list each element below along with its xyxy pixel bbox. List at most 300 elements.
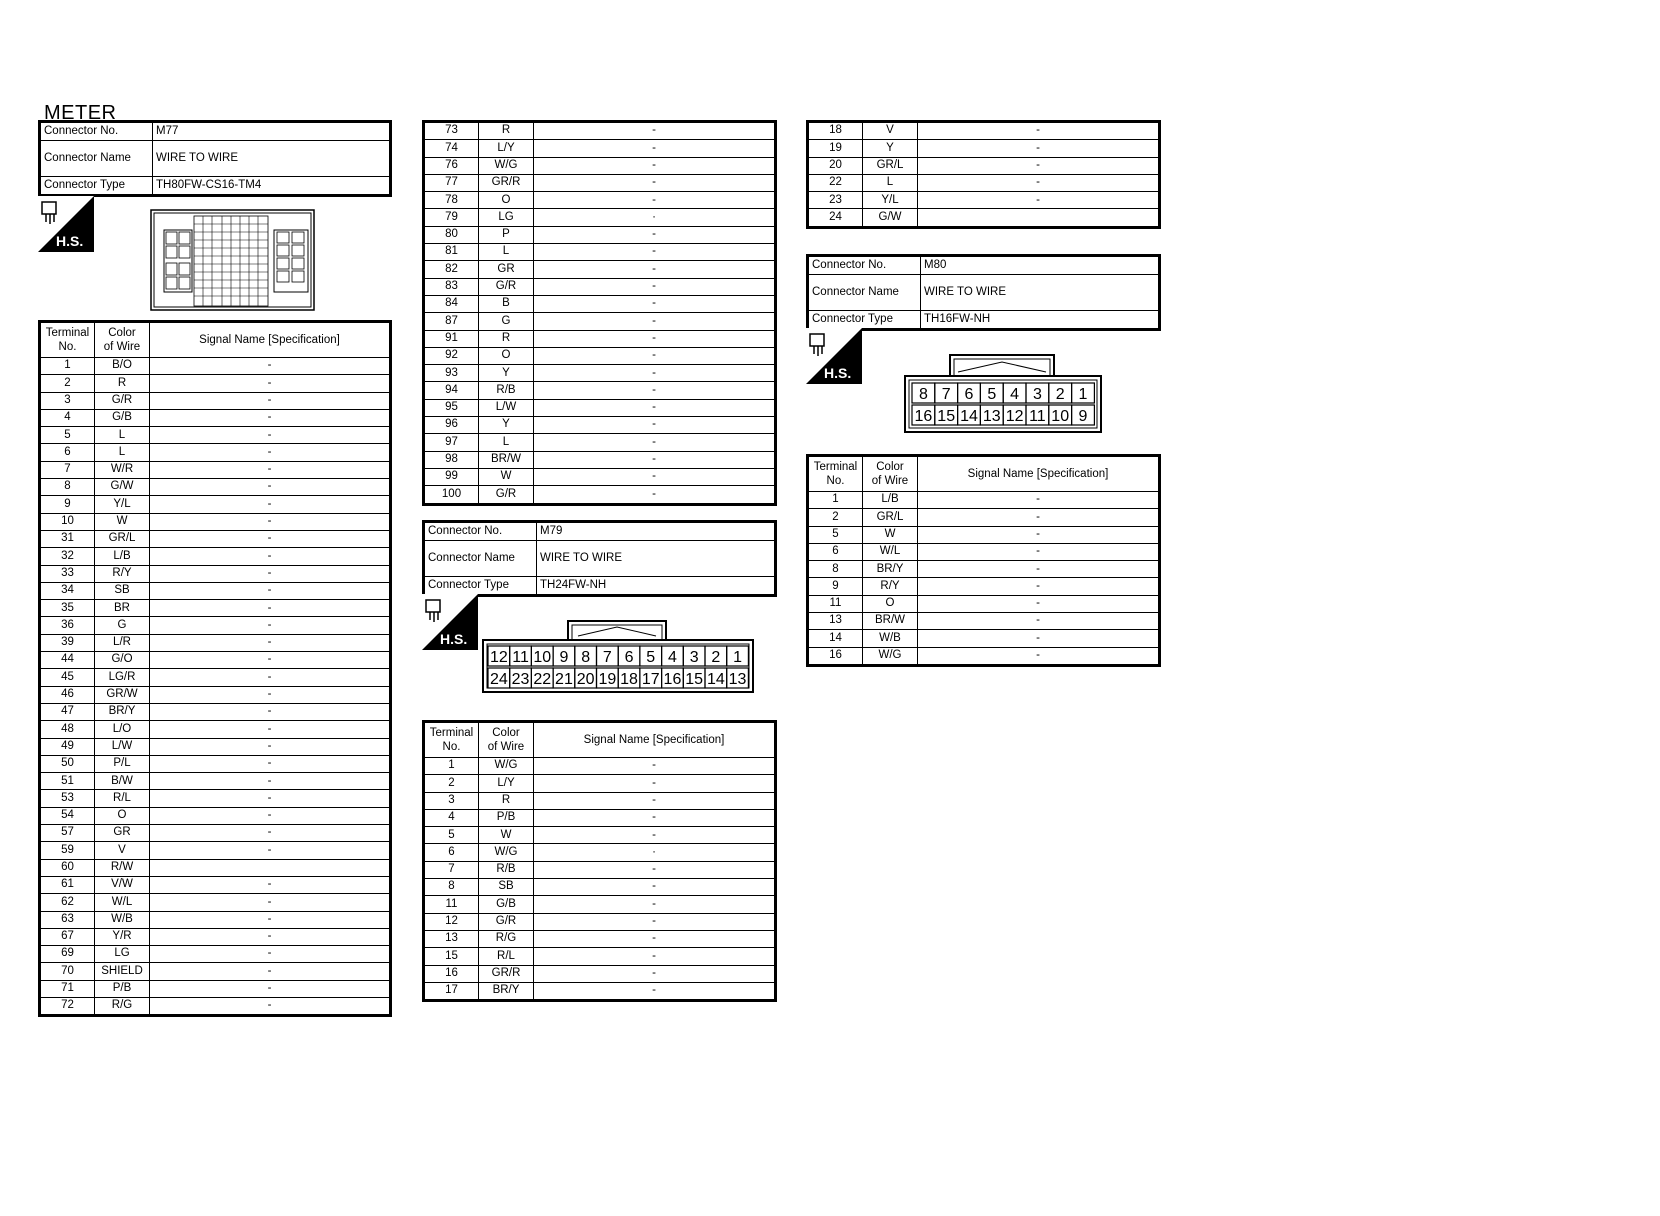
table-row [808,140,1160,157]
pin-number: 24 [489,671,508,688]
table-row [424,313,776,330]
hs-label: H.S. [440,631,468,647]
signal-cell: - [534,417,776,434]
signal-cell: - [534,775,776,792]
table-row [40,392,391,409]
table-row [40,565,391,582]
terminal-cell: 8 [424,879,479,896]
signal-cell: - [150,703,391,720]
signal-cell: - [150,738,391,755]
color-cell: L [95,444,150,461]
color-cell: R/B [479,861,534,878]
color-cell: G/R [95,392,150,409]
table-row [808,526,1160,543]
signal-cell: - [918,122,1160,140]
color-cell: B/W [95,773,150,790]
m77-connector-no: M77 [153,122,391,141]
table-row [40,928,391,945]
terminal-cell: 2 [40,375,95,392]
color-cell: B/O [95,358,150,375]
pin-number: 9 [1078,408,1088,425]
table-row [424,965,776,982]
table-row [424,347,776,364]
signal-cell: - [534,451,776,468]
terminal-cell: 12 [424,913,479,930]
table-row [424,896,776,913]
signal-cell: - [918,613,1160,630]
table-row [40,703,391,720]
signal-cell: - [918,157,1160,174]
table-row [424,365,776,382]
table-row [40,755,391,772]
m79-connector-type: TH24FW-NH [537,577,776,596]
table-row [40,997,391,1015]
header-terminal: Terminal No. [424,722,479,758]
table-row [424,468,776,485]
signal-cell: - [534,861,776,878]
connector-no-label: Connector No. [424,522,537,541]
signal-cell: - [918,561,1160,578]
signal-cell: - [150,721,391,738]
signal-cell: - [918,492,1160,509]
table-row [40,530,391,547]
table-row [40,686,391,703]
color-cell: R [479,122,534,140]
header-color: Color of Wire [863,456,918,492]
terminal-cell: 98 [424,451,479,468]
terminal-cell: 32 [40,548,95,565]
color-cell: Y [863,140,918,157]
table-row [40,375,391,392]
terminal-cell: 22 [808,174,863,191]
signal-cell: - [150,980,391,997]
terminal-cell: 33 [40,565,95,582]
signal-cell: - [918,543,1160,560]
terminal-cell: 99 [424,468,479,485]
table-row [424,930,776,947]
color-cell: R/G [479,930,534,947]
terminal-cell: 20 [808,157,863,174]
signal-cell: - [534,434,776,451]
header-terminal: Terminal No. [40,322,95,358]
pin-number: 3 [1032,386,1042,403]
m77-terminal-table-continued [422,120,777,506]
signal-cell: - [150,686,391,703]
table-row [424,792,776,809]
color-cell: R/W [95,859,150,876]
table-row [40,721,391,738]
m80-connector-info [806,254,1161,331]
terminal-cell: 97 [424,434,479,451]
terminal-cell: 76 [424,157,479,174]
table-row [424,399,776,416]
color-cell: SB [95,582,150,599]
m77-connector-face-diagram [150,208,316,312]
terminal-cell: 61 [40,876,95,893]
terminal-cell: 14 [808,630,863,647]
signal-cell: - [918,526,1160,543]
table-row [424,486,776,504]
signal-cell: - [150,825,391,842]
signal-cell [150,859,391,876]
terminal-cell: 8 [808,561,863,578]
color-cell: L/Y [479,140,534,157]
color-cell: Y/L [863,192,918,209]
color-cell: G [479,313,534,330]
signal-cell: - [534,792,776,809]
color-cell: GR/L [863,509,918,526]
color-cell: L/B [95,548,150,565]
terminal-cell: 39 [40,634,95,651]
header-signal: Signal Name [Specification] [918,456,1160,492]
signal-cell: - [150,565,391,582]
terminal-cell: 46 [40,686,95,703]
color-cell: L/B [863,492,918,509]
signal-cell: - [918,192,1160,209]
pin-number: 4 [1010,386,1020,403]
terminal-cell: 13 [808,613,863,630]
signal-cell: - [150,617,391,634]
m80-connector-face-diagram [902,352,1104,434]
table-row [424,295,776,312]
color-cell: L [479,434,534,451]
signal-cell: - [534,140,776,157]
pin-number: 16 [914,408,933,425]
table-row [40,652,391,669]
terminal-cell: 9 [808,578,863,595]
m79-connector-info [422,520,777,597]
color-cell: G/R [479,486,534,504]
signal-cell: - [150,634,391,651]
signal-cell: - [534,365,776,382]
table-row [808,595,1160,612]
terminal-cell: 1 [808,492,863,509]
signal-cell: - [534,347,776,364]
header-signal: Signal Name [Specification] [150,322,391,358]
pin-number: 7 [941,386,951,403]
signal-cell: - [534,827,776,844]
table-row [424,244,776,261]
pin-number: 1 [1078,386,1088,403]
terminal-cell: 47 [40,703,95,720]
header-color: Color of Wire [479,722,534,758]
table-row [424,122,776,140]
pin-number: 14 [706,671,725,688]
m80-connector-type: TH16FW-NH [921,311,1160,330]
color-cell: W [479,827,534,844]
table-row [808,630,1160,647]
signal-cell: - [534,226,776,243]
color-cell: G/W [863,209,918,227]
table-row [40,825,391,842]
terminal-cell: 79 [424,209,479,226]
color-cell: G/B [479,896,534,913]
color-cell: P/L [95,755,150,772]
connector-type-label: Connector Type [808,311,921,330]
m79-terminal-table [422,720,777,1002]
color-cell: W/R [95,461,150,478]
table-row [808,157,1160,174]
table-row [424,157,776,174]
signal-cell: - [150,963,391,980]
signal-cell: - [534,157,776,174]
connector-name-label: Connector Name [424,541,537,577]
terminal-cell: 62 [40,894,95,911]
terminal-cell: 59 [40,842,95,859]
color-cell: G [95,617,150,634]
color-cell: W/G [479,844,534,861]
terminal-cell: 35 [40,600,95,617]
terminal-cell: 7 [424,861,479,878]
color-cell: W [95,513,150,530]
pin-number: 15 [937,408,956,425]
pin-number: 5 [987,386,997,403]
header-terminal: Terminal No. [808,456,863,492]
pin-number: 6 [964,386,974,403]
table-row [40,738,391,755]
connector-name-label: Connector Name [40,141,153,177]
signal-cell: - [534,174,776,191]
pin-number: 9 [559,649,569,666]
terminal-cell: 19 [808,140,863,157]
signal-cell: - [918,174,1160,191]
color-cell: L/W [95,738,150,755]
m79-connector-name: WIRE TO WIRE [537,541,776,577]
terminal-cell: 92 [424,347,479,364]
color-cell: W/L [95,894,150,911]
pin-number: 14 [960,408,978,425]
m80-terminal-table [806,454,1161,667]
pin-number: 17 [641,671,660,688]
color-cell: R [95,375,150,392]
signal-cell: - [534,192,776,209]
color-cell: Y [479,417,534,434]
signal-cell: - [150,479,391,496]
color-cell: GR/W [95,686,150,703]
color-cell: W/G [479,157,534,174]
color-cell: GR/R [479,174,534,191]
signal-cell: - [534,295,776,312]
pin-number: 11 [1029,408,1046,425]
signal-cell: - [150,600,391,617]
header-signal: Signal Name [Specification] [534,722,776,758]
signal-cell: - [150,842,391,859]
m77-connector-info [38,120,392,197]
pin-number: 10 [1051,408,1070,425]
color-cell: P/B [479,809,534,826]
signal-cell: - [534,913,776,930]
signal-cell: - [534,930,776,947]
m79-connector-face-diagram [480,618,756,696]
table-row [40,358,391,375]
table-row [40,461,391,478]
terminal-cell: 80 [424,226,479,243]
pin-number: 20 [576,671,595,688]
terminal-cell: 1 [40,358,95,375]
signal-cell: - [150,444,391,461]
table-row [808,509,1160,526]
color-cell: Y [479,365,534,382]
color-cell: Y/R [95,928,150,945]
pin-number: 21 [555,671,573,688]
terminal-cell: 74 [424,140,479,157]
hs-label: H.S. [824,365,852,381]
color-cell: R/L [479,948,534,965]
signal-cell: - [150,928,391,945]
table-row [808,174,1160,191]
table-row [40,842,391,859]
terminal-cell: 5 [808,526,863,543]
color-cell: B [479,295,534,312]
terminal-cell: 17 [424,982,479,1000]
color-cell: BR/W [863,613,918,630]
signal-cell: - [150,790,391,807]
terminal-cell: 72 [40,997,95,1015]
table-row [40,963,391,980]
pin-number: 18 [620,671,638,688]
table-row [424,844,776,861]
pin-number: 16 [663,671,682,688]
signal-cell: - [534,122,776,140]
pin-number: 8 [581,649,591,666]
terminal-cell: 82 [424,261,479,278]
terminal-cell: 100 [424,486,479,504]
color-cell: GR/L [95,530,150,547]
pin-number: 12 [1005,408,1024,425]
signal-cell: - [150,773,391,790]
color-cell: L/R [95,634,150,651]
table-row [40,409,391,426]
signal-cell: - [534,879,776,896]
signal-cell: - [918,140,1160,157]
pin-number: 3 [689,649,699,666]
color-cell: GR/L [863,157,918,174]
table-row [40,669,391,686]
color-cell: L/O [95,721,150,738]
terminal-cell: 9 [40,496,95,513]
color-cell: V [95,842,150,859]
m77-connector-name: WIRE TO WIRE [153,141,391,177]
signal-cell: - [918,595,1160,612]
color-cell: GR [95,825,150,842]
table-row [424,330,776,347]
table-row [424,982,776,1000]
table-row [808,543,1160,560]
color-cell: R [479,330,534,347]
color-cell: SHIELD [95,963,150,980]
pin-number: 22 [533,671,552,688]
color-cell: L/Y [479,775,534,792]
table-row [424,809,776,826]
pin-number: 13 [982,408,1001,425]
signal-cell: - [150,358,391,375]
terminal-cell: 23 [808,192,863,209]
terminal-cell: 6 [808,543,863,560]
terminal-cell: 70 [40,963,95,980]
signal-cell: - [150,876,391,893]
signal-cell: - [534,758,776,775]
signal-cell: - [150,530,391,547]
terminal-cell: 4 [424,809,479,826]
pin-number: 7 [602,649,612,666]
terminal-cell: 54 [40,807,95,824]
terminal-cell: 81 [424,244,479,261]
color-cell: O [863,595,918,612]
color-cell: W [479,468,534,485]
terminal-cell: 87 [424,313,479,330]
color-cell: LG [479,209,534,226]
table-row [424,417,776,434]
terminal-cell: 8 [40,479,95,496]
color-cell: R/B [479,382,534,399]
terminal-cell: 57 [40,825,95,842]
pin-number: 4 [667,649,677,666]
table-row [424,209,776,226]
table-row [808,209,1160,227]
table-row [424,261,776,278]
terminal-cell: 6 [424,844,479,861]
signal-cell: - [150,392,391,409]
signal-cell: - [534,468,776,485]
table-row [424,879,776,896]
color-cell: W/B [863,630,918,647]
m79-connector-no: M79 [537,522,776,541]
signal-cell: - [918,509,1160,526]
signal-cell: - [150,582,391,599]
signal-cell: - [534,486,776,504]
terminal-cell: 71 [40,980,95,997]
signal-cell: - [534,948,776,965]
pin-number: 1 [733,649,743,666]
color-cell: L/W [479,399,534,416]
table-row [424,758,776,775]
signal-cell: · [534,209,776,226]
terminal-cell: 11 [424,896,479,913]
signal-cell: - [534,244,776,261]
pin-number: 10 [533,649,552,666]
table-row [40,444,391,461]
table-row [808,613,1160,630]
color-cell: LG/R [95,669,150,686]
color-cell: LG [95,946,150,963]
signal-cell: - [534,399,776,416]
table-row [40,876,391,893]
color-cell: W/G [479,758,534,775]
terminal-cell: 49 [40,738,95,755]
table-row [40,548,391,565]
connector-no-label: Connector No. [808,256,921,275]
terminal-cell: 4 [40,409,95,426]
hs-harness-side-icon [38,196,94,252]
terminal-cell: 51 [40,773,95,790]
terminal-cell: 84 [424,295,479,312]
table-row [424,226,776,243]
signal-cell: - [534,982,776,1000]
terminal-cell: 6 [40,444,95,461]
color-cell: Y/L [95,496,150,513]
terminal-cell: 96 [424,417,479,434]
terminal-cell: 10 [40,513,95,530]
terminal-cell: 3 [424,792,479,809]
color-cell: G/O [95,652,150,669]
signal-cell: - [918,578,1160,595]
table-row [808,192,1160,209]
table-row [808,578,1160,595]
table-row [424,192,776,209]
table-row [424,140,776,157]
color-cell: L [863,174,918,191]
pin-number: 12 [489,649,508,666]
